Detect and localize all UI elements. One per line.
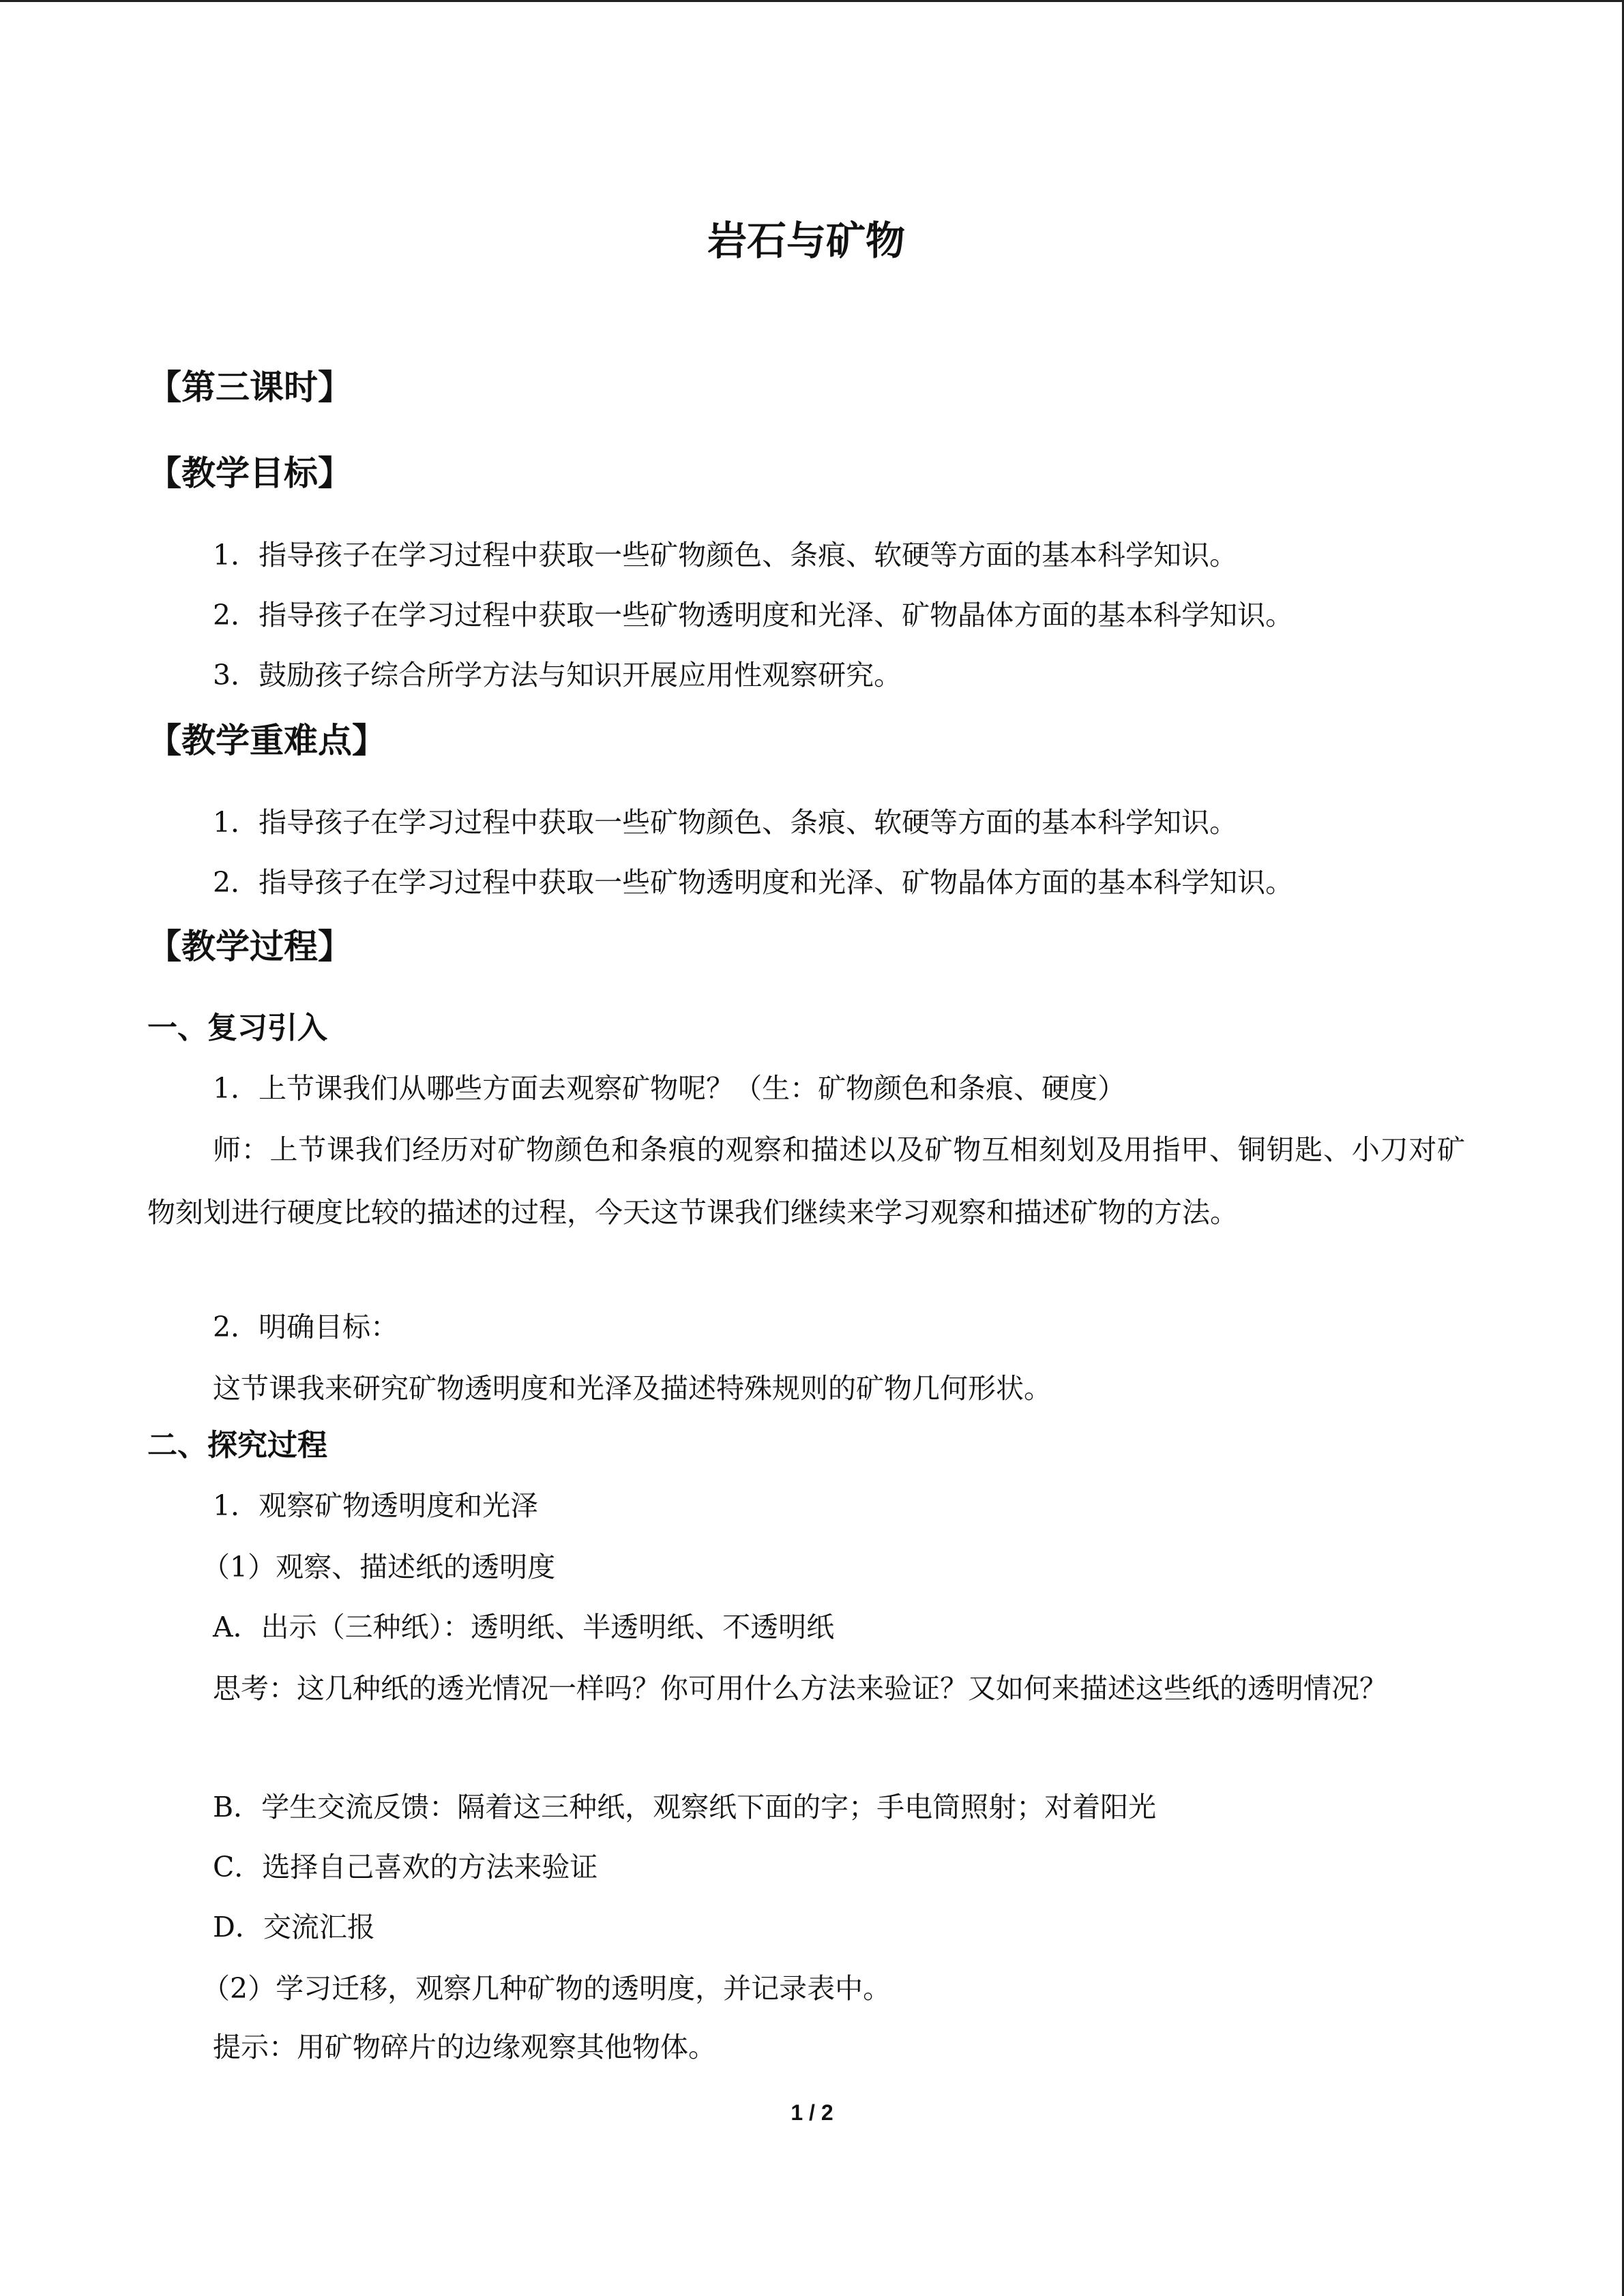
- step-a: A．出示（三种纸）：透明纸、半透明纸、不透明纸: [213, 1611, 835, 1643]
- key-points-heading: 【教学重难点】: [147, 721, 386, 760]
- part1-heading: 一、复习引入: [147, 1011, 327, 1045]
- goal-item-2: 2．指导孩子在学习过程中获取一些矿物透明度和光泽、矿物晶体方面的基本科学知识。: [213, 599, 1294, 631]
- page-number: 1 / 2: [791, 2100, 833, 2125]
- process-heading: 【教学过程】: [147, 927, 352, 966]
- part1-goal-text: 这节课我来研究矿物透明度和光泽及描述特殊规则的矿物几何形状。: [213, 1372, 1052, 1405]
- part1-question-2: 2．明确目标：: [213, 1311, 399, 1343]
- part2-sub-1: （1）观察、描述纸的透明度: [202, 1551, 556, 1583]
- document-title: 岩石与矿物: [707, 218, 905, 264]
- key-point-item-1: 1．指导孩子在学习过程中获取一些矿物颜色、条痕、软硬等方面的基本科学知识。: [213, 806, 1238, 839]
- part2-sub-2: （2）学习迁移，观察几种矿物的透明度，并记录表中。: [202, 1972, 891, 2005]
- goal-item-1: 1．指导孩子在学习过程中获取一些矿物颜色、条痕、软硬等方面的基本科学知识。: [213, 539, 1238, 571]
- part2-item-1: 1．观察矿物透明度和光泽: [213, 1489, 539, 1522]
- hint-text: 提示：用矿物碎片的边缘观察其他物体。: [213, 2031, 716, 2063]
- step-c: C．选择自己喜欢的方法来验证: [213, 1851, 598, 1883]
- step-b: B．学生交流反馈：隔着这三种纸，观察纸下面的字；手电筒照射；对着阳光: [213, 1791, 1157, 1823]
- key-point-item-2: 2．指导孩子在学习过程中获取一些矿物透明度和光泽、矿物晶体方面的基本科学知识。: [213, 866, 1294, 899]
- lesson-header: 【第三课时】: [147, 368, 352, 407]
- goals-heading: 【教学目标】: [147, 453, 352, 493]
- part1-question-1: 1．上节课我们从哪些方面去观察矿物呢？（生：矿物颜色和条痕、硬度）: [213, 1072, 1126, 1105]
- part2-heading: 二、探究过程: [147, 1428, 327, 1463]
- step-d: D．交流汇报: [213, 1911, 375, 1943]
- goal-item-3: 3．鼓励孩子综合所学方法与知识开展应用性观察研究。: [213, 659, 902, 691]
- think-paragraph: 思考：这几种纸的透光情况一样吗？你可用什么方法来验证？又如何来描述这些纸的透明情况？: [213, 1672, 1387, 1705]
- teacher-paragraph: 师：上节课我们经历对矿物颜色和条痕的观察和描述以及矿物互相刻划及用指甲、铜钥匙、小刀对矿物刻划进行硬度比较的描述的过程，今天这节课我们继续来学习观察和描述矿物的方法。: [147, 1133, 1465, 1229]
